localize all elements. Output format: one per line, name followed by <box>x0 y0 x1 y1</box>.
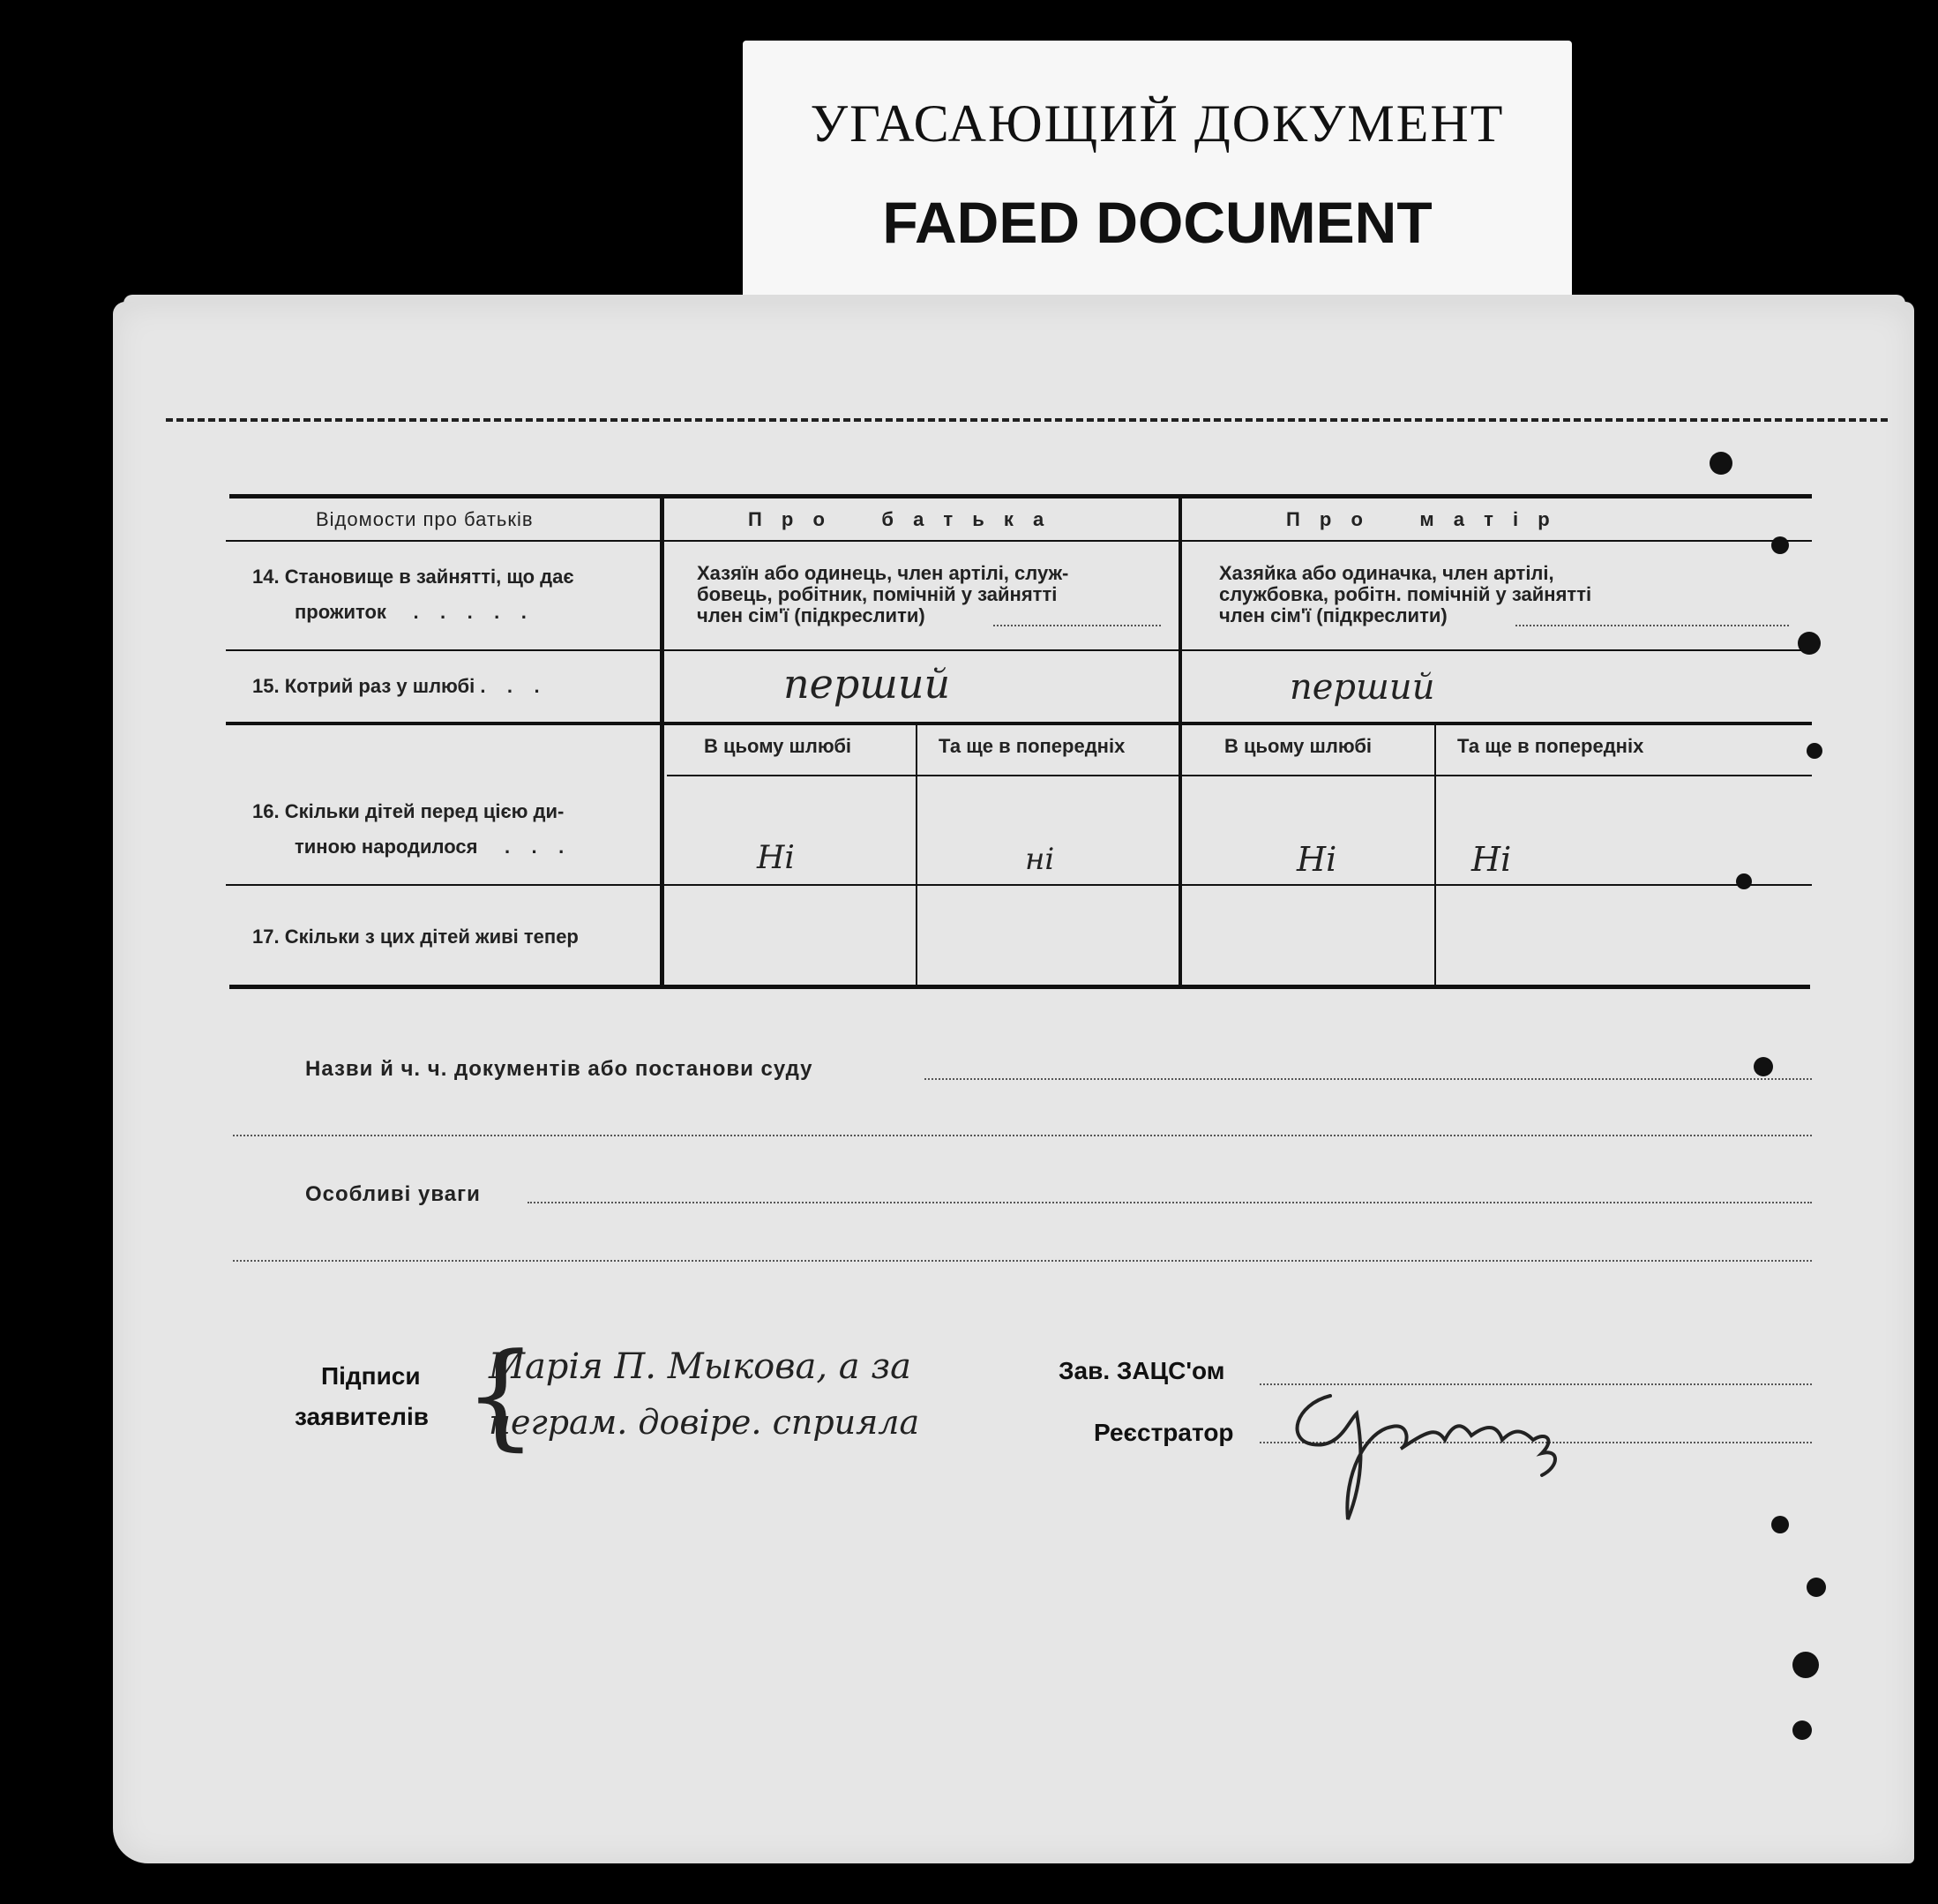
faded-document-label <box>743 41 1572 302</box>
row14-label-line2: прожиток . . . . . <box>295 601 527 623</box>
row15-mother-handwritten: перший <box>1290 667 1435 708</box>
row16-father-prev-value: ні <box>1025 842 1055 877</box>
notes-dots-line2 <box>233 1260 1812 1262</box>
signature-brace: { <box>464 1328 537 1462</box>
notes-label: Особливі уваги <box>305 1182 481 1206</box>
row15-rule <box>226 722 1812 725</box>
header-mother: П р о м а т і р <box>1286 508 1557 530</box>
form-sheet <box>113 302 1914 1863</box>
registrar-signature-graphic <box>1277 1378 1648 1528</box>
binding-hole <box>1807 1578 1826 1597</box>
row16-mother-prev-value: Ні <box>1471 840 1512 879</box>
col-divider-1 <box>660 496 664 986</box>
table-top-rule <box>229 494 1812 498</box>
row16-label-line2: тиною народилося . . . <box>295 836 565 858</box>
binding-hole <box>1736 873 1752 889</box>
label-russian-text: УГАСАЮЩИЙ ДОКУМЕНТ <box>810 94 1505 153</box>
binding-hole <box>1710 452 1732 475</box>
table-bottom-rule <box>229 985 1810 989</box>
row16-rule <box>226 884 1812 886</box>
table-header-rule <box>226 540 1812 542</box>
binding-hole <box>1771 1516 1789 1533</box>
header-father: П р о б а т ь к а <box>748 508 1051 530</box>
row14-mother-line3: член сім'ї (підкреслити) <box>1219 604 1448 626</box>
registrar-label: Реєстратор <box>1094 1419 1234 1446</box>
subhead-father-prev: Та ще в попередніх <box>939 735 1126 757</box>
head-zags-label: Зав. ЗАЦС'ом <box>1059 1357 1225 1384</box>
binding-hole <box>1792 1720 1812 1740</box>
row14-rule <box>226 649 1812 651</box>
signatures-label-line2: заявителів <box>295 1403 429 1430</box>
header-parents-info: Відомости про батьків <box>316 508 534 530</box>
subhead-father-this: В цьому шлюбі <box>704 735 852 757</box>
binding-hole <box>1792 1652 1819 1678</box>
row15-father-handwritten: перший <box>783 660 951 708</box>
binding-hole <box>1754 1057 1773 1076</box>
row14-mother-line1: Хазяйка або одиначка, член артілі, <box>1219 562 1554 584</box>
subhead-mother-prev: Та ще в попередніх <box>1457 735 1644 757</box>
row16-mother-this-value: Ні <box>1297 840 1337 879</box>
row14-mother-dots <box>1515 625 1789 626</box>
row16-father-this-value: Ні <box>757 840 795 876</box>
row14-father-line3: член сім'ї (підкреслити) <box>697 604 925 626</box>
label-english-text: FADED DOCUMENT <box>882 190 1433 255</box>
row15-label: 15. Котрий раз у шлюбі . . . <box>252 675 540 697</box>
col-divider-father-sub <box>916 723 917 986</box>
applicant-signature-line2: неграм. довіре. сприяла <box>489 1403 920 1442</box>
row17-label: 17. Скільки з цих дітей живі тепер <box>252 926 579 948</box>
perforation-line <box>166 418 1888 422</box>
row14-mother-line2: службовка, робітн. помічній у зайнятті <box>1219 583 1592 605</box>
row14-father-line2: бовець, робітник, помічній у зайнятті <box>697 583 1058 605</box>
binding-hole <box>1798 632 1821 655</box>
col-divider-mother-sub <box>1434 723 1436 986</box>
row14-label-line1: 14. Становище в зайнятті, що дає <box>252 566 574 588</box>
applicant-signature-line1: Марія П. Мыкова, а за <box>489 1346 912 1387</box>
binding-hole <box>1807 743 1822 759</box>
signatures-label-line1: Підписи <box>321 1362 421 1390</box>
row16-label-line1: 16. Скільки дітей перед цією ди- <box>252 800 565 822</box>
notes-dots-line1 <box>528 1202 1812 1203</box>
documents-dots-line1 <box>924 1078 1812 1080</box>
col-divider-2 <box>1179 496 1182 986</box>
documents-label: Назви й ч. ч. документів або постанови суду <box>305 1057 813 1081</box>
subhead-rule <box>667 775 1812 776</box>
row14-father-line1: Хазяїн або одинець, член артілі, служ- <box>697 562 1069 584</box>
row14-father-dots <box>993 625 1161 626</box>
binding-hole <box>1771 536 1789 554</box>
documents-dots-line2 <box>233 1135 1812 1136</box>
subhead-mother-this: В цьому шлюбі <box>1224 735 1373 757</box>
